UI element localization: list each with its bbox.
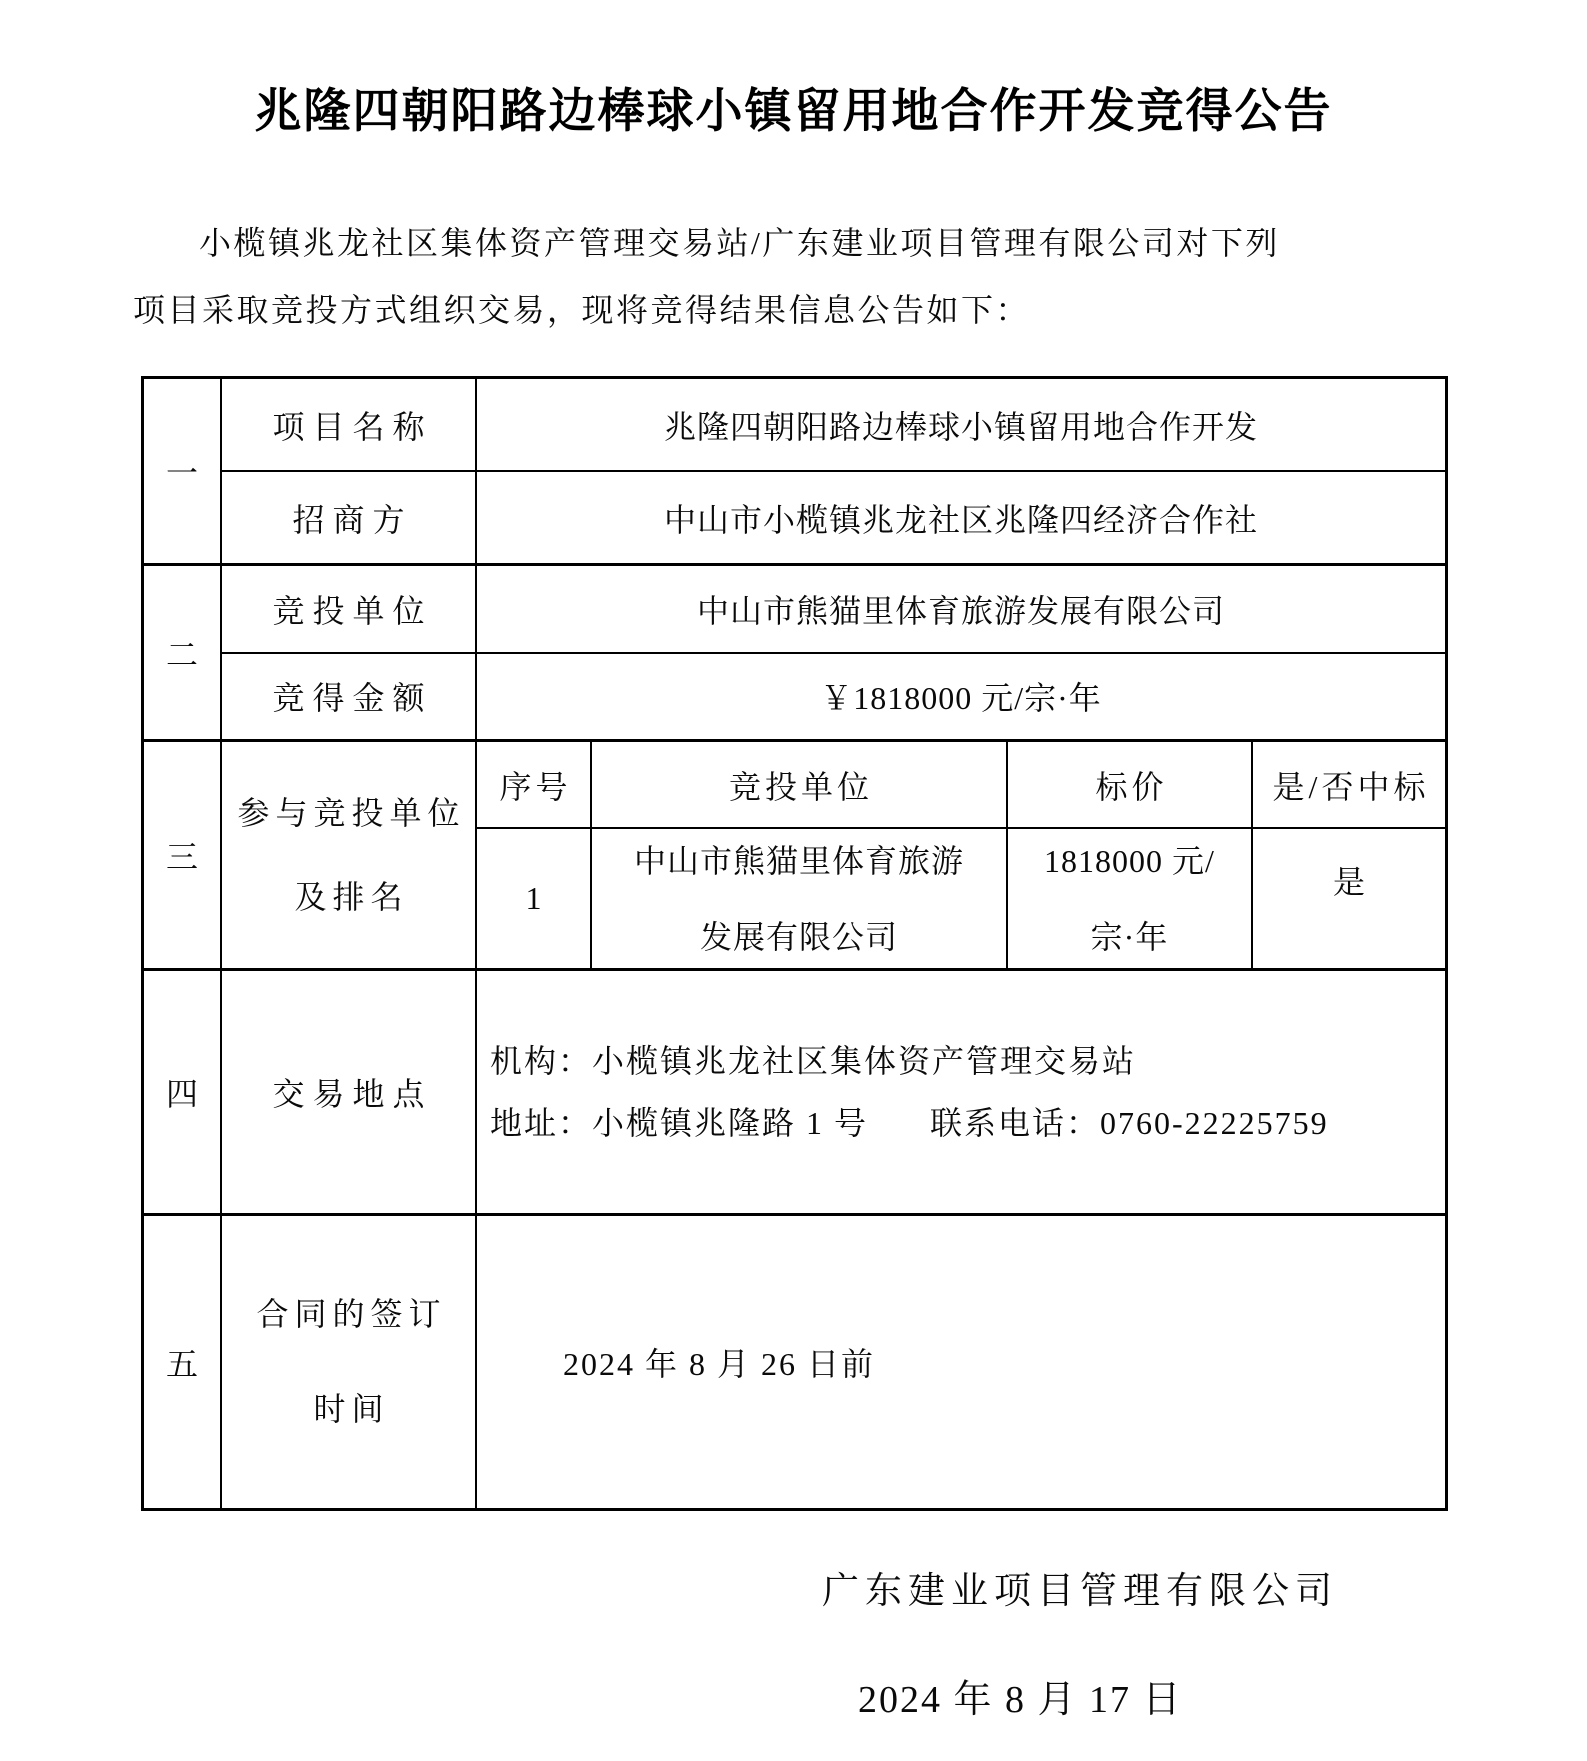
- row-value-winning-bidder: 中山市熊猫里体育旅游发展有限公司: [696, 592, 1225, 629]
- row-label-participants: [222, 742, 477, 968]
- row-label-project-name: 项目名称: [222, 379, 477, 470]
- row-label-trade-place: 交易地点: [222, 971, 477, 1213]
- row-value-winning-amount: ￥1818000 元/宗·年: [820, 680, 1102, 717]
- table-section-5: [144, 1213, 1445, 1508]
- intro-line-2: 项目采取竞投方式组织交易，现将竞得结果信息公告如下：: [133, 292, 1031, 328]
- section-number-cell: 四: [144, 971, 222, 1213]
- page-title: 兆隆四朝阳路边棒球小镇留用地合作开发竞得公告: [254, 84, 1333, 137]
- row-value-inviter: 中山市小榄镇兆龙社区兆隆四经济合作社: [663, 501, 1258, 538]
- sub-cell-bidder: [592, 829, 1008, 968]
- participants-label-line-2: 及排名: [294, 879, 409, 915]
- trade-place-address-line: [490, 1092, 1329, 1154]
- row-value-contract-sign-time: 2024 年 8 月 26 日前: [563, 1346, 876, 1382]
- row-label-contract-sign-time: [222, 1216, 477, 1508]
- bidder-name-line-2: 发展有限公司: [699, 918, 898, 955]
- row-label-winning-bidder: 竞投单位: [222, 566, 477, 652]
- result-table: [141, 376, 1448, 1511]
- price-line-1: 1818000 元/: [1044, 842, 1215, 879]
- footer-date: 2024 年 8 月 17 日: [858, 1679, 1183, 1721]
- row-value-trade-place: [477, 971, 1445, 1213]
- contract-label-line-1: 合同的签订: [256, 1296, 447, 1332]
- section-number-cell: 五: [144, 1216, 222, 1508]
- contract-label-line-2: 时间: [313, 1391, 390, 1427]
- participants-sub-table: [477, 742, 1445, 968]
- sub-cell-win: 是: [1332, 864, 1365, 900]
- sub-header-price: 标价: [1008, 742, 1253, 827]
- sub-header-bidder: 竞投单位: [592, 742, 1008, 827]
- table-row-project-name: [222, 379, 1445, 470]
- table-section-2: [144, 563, 1445, 739]
- sub-table-header-row: [477, 742, 1445, 829]
- row-value-project-name: 兆隆四朝阳路边棒球小镇留用地合作开发: [663, 408, 1258, 445]
- intro-line-1: 小榄镇兆龙社区集体资产管理交易站/广东建业项目管理有限公司对下列: [199, 225, 1280, 261]
- price-line-2: 宗·年: [1090, 918, 1169, 955]
- participants-label-line-1: 参与竞投单位: [237, 795, 466, 831]
- section-2-body: [222, 566, 1445, 739]
- section-number-cell: 三: [144, 742, 222, 968]
- table-section-4: [144, 968, 1445, 1213]
- sub-cell-price: [1008, 829, 1253, 968]
- table-section-3: [144, 739, 1445, 968]
- table-row-inviter: [222, 470, 1445, 563]
- sub-header-serial: 序号: [477, 742, 592, 827]
- table-row-winning-bidder: [222, 566, 1445, 652]
- trade-place-address: 地址：小榄镇兆隆路 1 号: [490, 1105, 869, 1141]
- footer-company-signature: 广东建业项目管理有限公司: [822, 1571, 1338, 1612]
- trade-place-org-line: 机构：小榄镇兆龙社区集体资产管理交易站: [490, 1043, 1137, 1079]
- trade-place-phone: 联系电话：0760-22225759: [930, 1105, 1329, 1141]
- table-section-1: [144, 379, 1445, 563]
- sub-table-data-row: [477, 829, 1445, 968]
- intro-paragraph: [133, 210, 1373, 344]
- row-label-winning-amount: 竞得金额: [222, 654, 477, 740]
- section-number-cell: 二: [144, 566, 222, 739]
- section-number-cell: 一: [144, 379, 222, 563]
- sub-header-win: 是/否中标: [1272, 768, 1430, 805]
- sub-cell-serial: 1: [477, 829, 592, 968]
- table-row-winning-amount: [222, 652, 1445, 740]
- section-1-body: [222, 379, 1445, 563]
- row-label-inviter: 招商方: [222, 472, 477, 563]
- bidder-name-line-1: 中山市熊猫里体育旅游: [633, 842, 964, 879]
